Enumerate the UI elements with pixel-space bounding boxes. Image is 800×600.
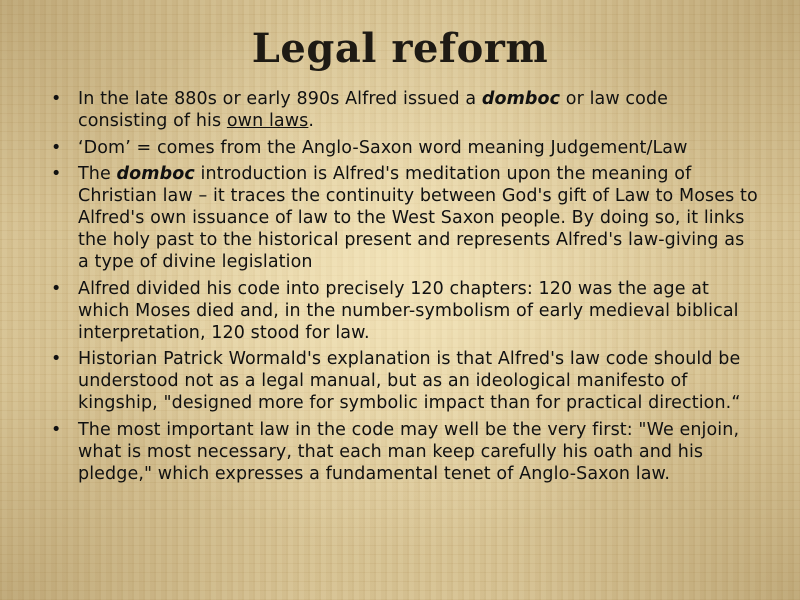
bullet-text: Historian Patrick Wormald's explanation is that Alfred's law code should be understood not as a legal manual, but as an ideological manifesto of kingship, "designed more for symbolic impact than for practical direction.“ [78, 349, 741, 413]
bullet-dot: • [51, 419, 62, 440]
bullet-item-domboc [48, 88, 760, 132]
slide-title: Legal reform [251, 25, 549, 72]
bullet-item-wormald [48, 348, 760, 414]
emphasis-domboc: domboc [481, 89, 561, 109]
bullet-text: . [308, 111, 315, 131]
bullet-dot: • [51, 278, 62, 299]
bullet-text: The most important law in the code may well be the very first: "We enjoin, what is most necessary, that each man keep carefully his oath and his pledge," which expresses a fundamental tenet of Anglo-Saxon law. [78, 419, 740, 484]
bullet-text: In the late 880s or early 890s Alfred issued a [78, 89, 482, 109]
bullet-dot: • [51, 89, 62, 109]
bullet-text: ‘Dom’ = comes from the Anglo-Saxon word meaning Judgement/Law [78, 137, 688, 158]
bullet-item-first-law [48, 419, 760, 485]
bullet-text: The [78, 164, 117, 184]
bullet-text: or law code consisting of his [78, 89, 669, 131]
bullet-dot: • [51, 164, 62, 184]
bullet-list [48, 88, 760, 489]
emphasis-domboc: domboc [116, 164, 195, 184]
underlined-own-laws: own laws [226, 111, 309, 131]
bullet-item-domboc-introduction [48, 163, 760, 273]
bullet-text: Alfred divided his code into precisely 120 chapters: 120 was the age at which Moses died and, in the number-symbolism of early medieval biblical interpretation, 120 stood for law. [78, 278, 739, 343]
bullet-item-dom-definition [48, 137, 760, 159]
bullet-text: introduction is Alfred's meditation upon the meaning of Christian law – it traces the continuity between God's gift of Law to Moses to Alfred's own issuance of law to the West Saxon people. By doing so, it links the holy past to the historical present and represents Alfred's law-giving as a type of divine legislation [78, 164, 758, 272]
bullet-item-120-chapters [48, 278, 760, 344]
bullet-dot: • [51, 137, 62, 158]
bullet-dot: • [51, 349, 62, 369]
